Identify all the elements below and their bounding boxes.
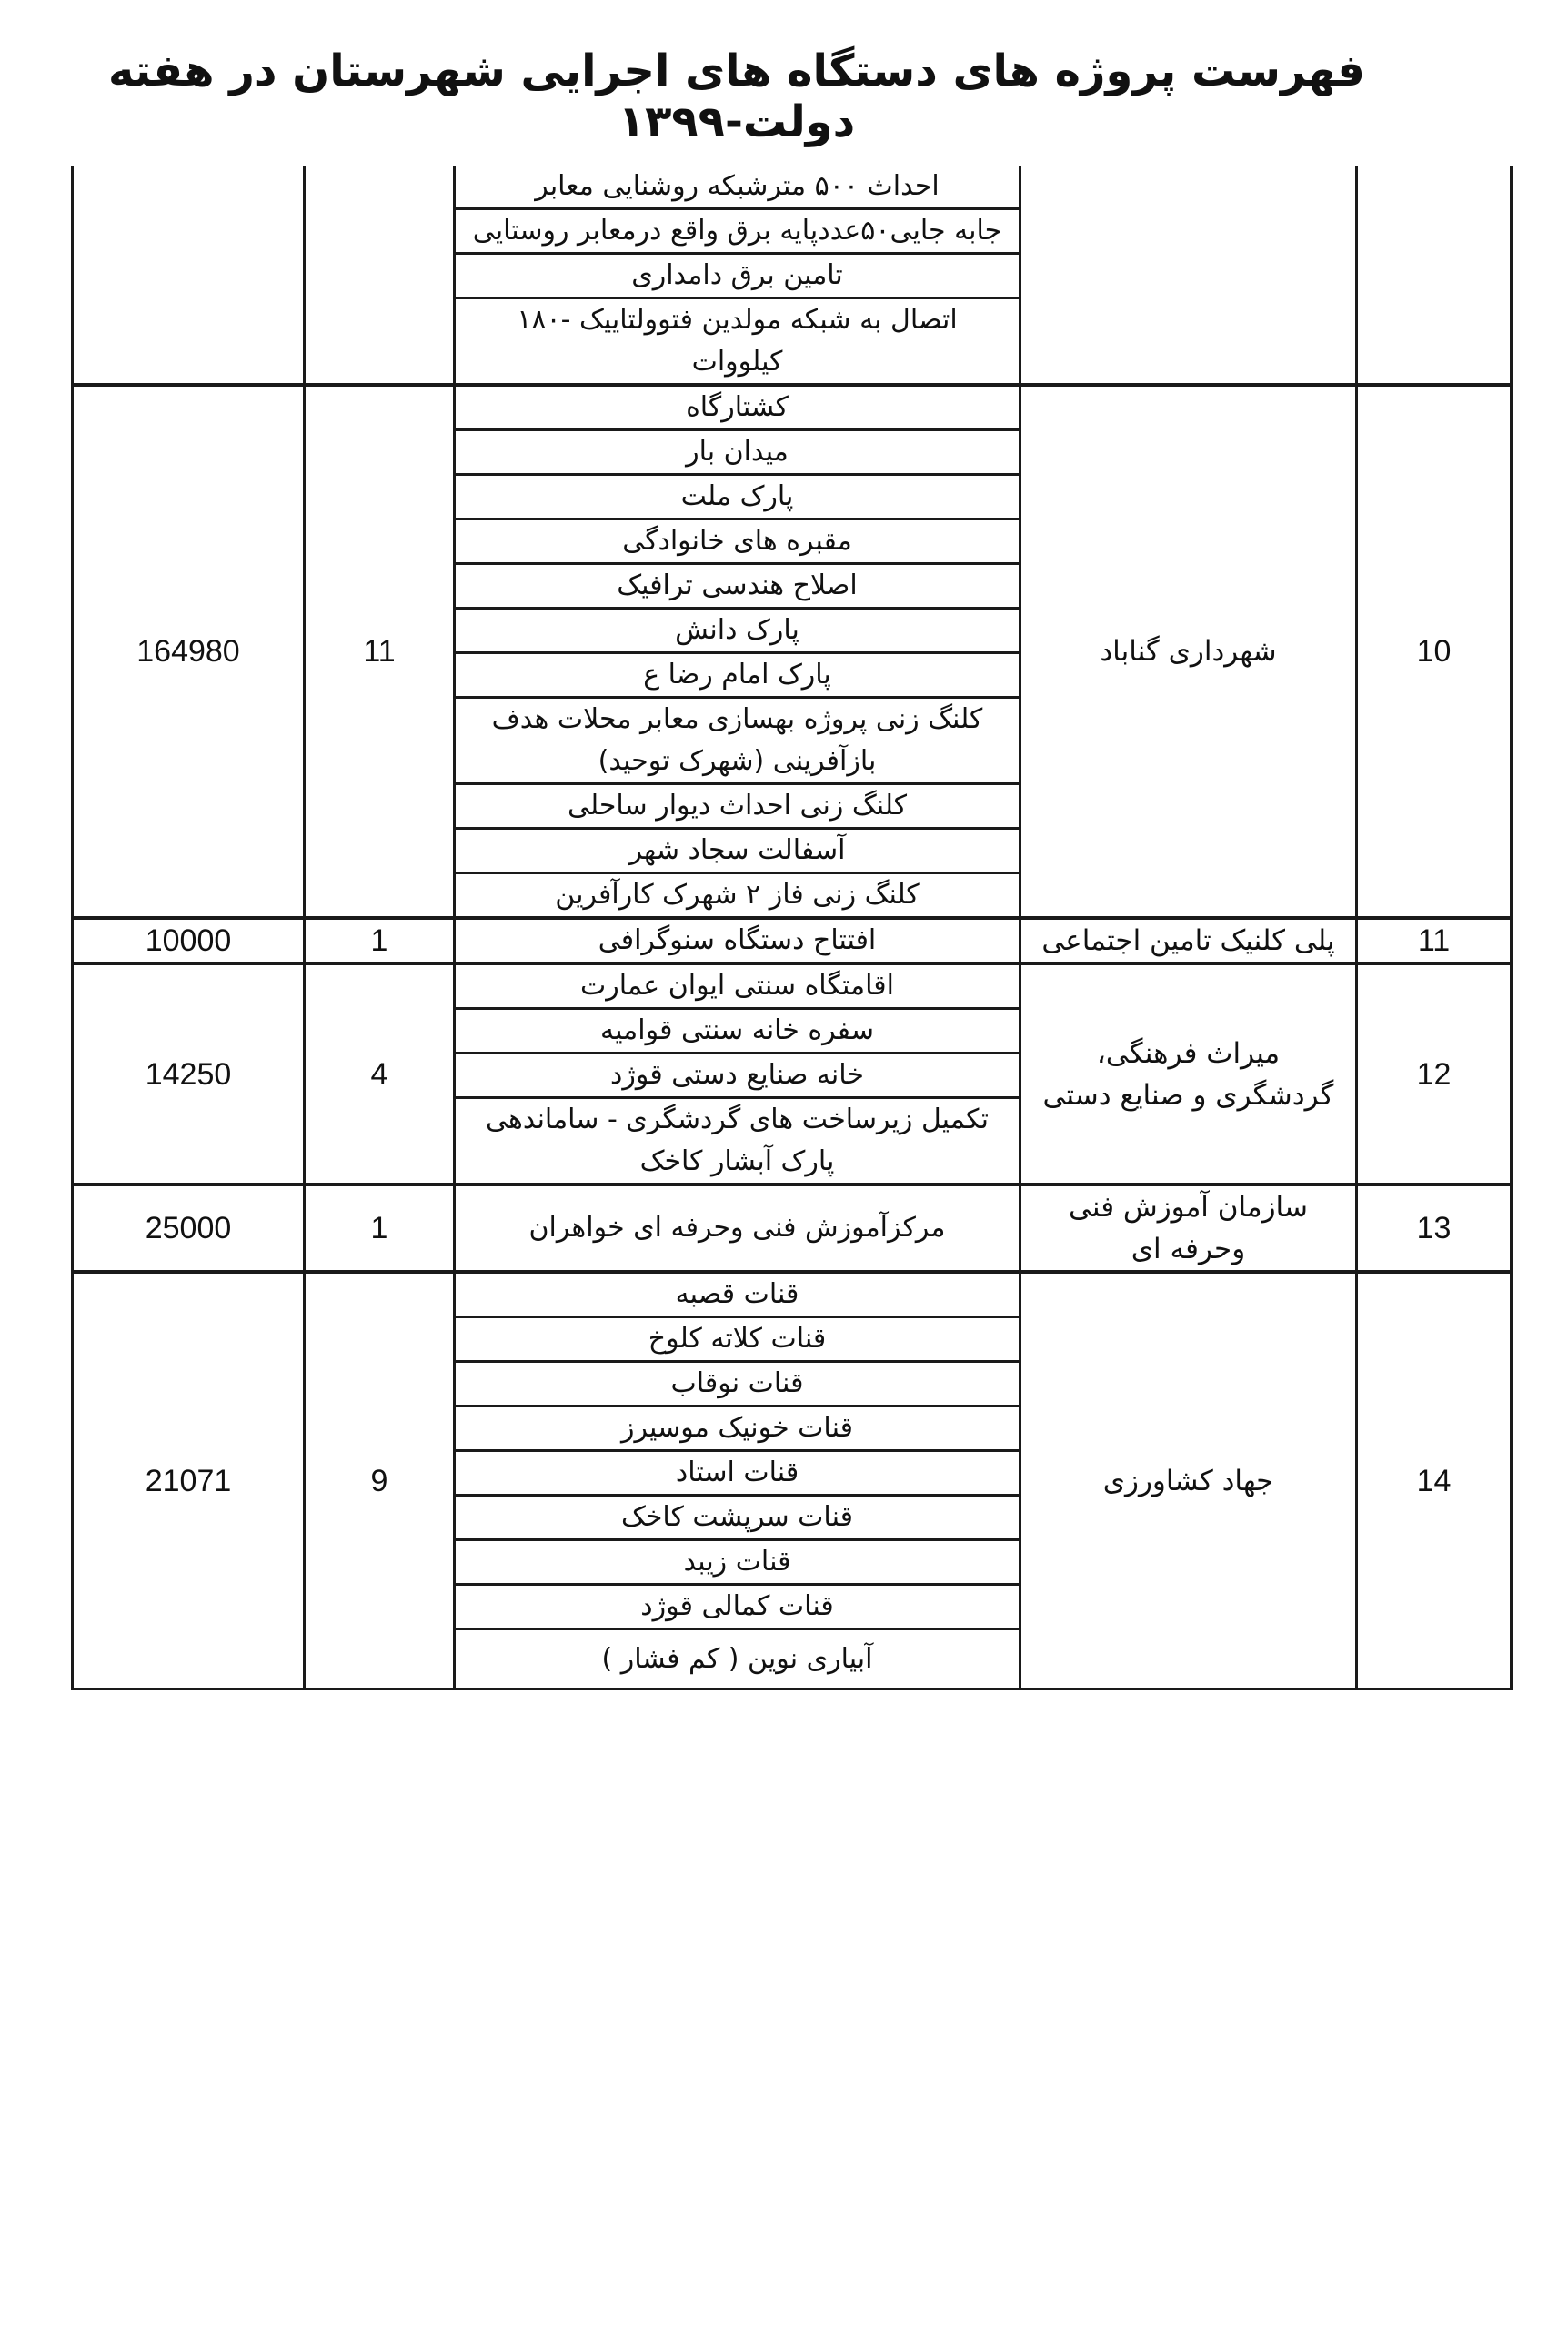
projects-table xyxy=(71,166,1513,1690)
table-row xyxy=(73,166,1512,209)
organization-cell: پلی کلنیک تامین اجتماعی xyxy=(1020,918,1357,963)
project-cell: پارک ملت xyxy=(455,475,1020,519)
table-row xyxy=(73,1272,1512,1317)
organization-cell: سازمان آموزش فنی وحرفه ای xyxy=(1020,1185,1357,1272)
project-cell: قنات کمالی قوژد xyxy=(455,1585,1020,1629)
project-cell: تکمیل زیرساخت های گردشگری - ساماندهی پارک آبشار کاخک xyxy=(455,1098,1020,1185)
credit-cell: 14250 xyxy=(73,963,305,1185)
organization-cell xyxy=(1020,166,1357,385)
credit-cell xyxy=(73,166,305,385)
project-cell: آبیاری نوین ( کم فشار ) xyxy=(455,1629,1020,1689)
project-cell: پارک دانش xyxy=(455,609,1020,653)
table-row xyxy=(73,963,1512,1009)
project-cell: احداث ۵۰۰ مترشبکه روشنایی معابر xyxy=(455,166,1020,209)
credit-cell: 21071 xyxy=(73,1272,305,1689)
project-cell: کشتارگاه xyxy=(455,385,1020,430)
row-number-cell: 11 xyxy=(1357,918,1512,963)
project-cell: قنات کلاته کلوخ xyxy=(455,1317,1020,1362)
project-cell: اقامتگاه سنتی ایوان عمارت xyxy=(455,963,1020,1009)
project-count-cell: 9 xyxy=(305,1272,455,1689)
project-cell: سفره خانه سنتی قوامیه xyxy=(455,1009,1020,1054)
project-cell: میدان بار xyxy=(455,430,1020,475)
project-cell: پارک امام رضا ع xyxy=(455,653,1020,698)
project-cell: مرکزآموزش فنی وحرفه ای خواهران xyxy=(455,1185,1020,1272)
project-cell: مقبره های خانوادگی xyxy=(455,519,1020,564)
project-cell: قنات نوقاب xyxy=(455,1362,1020,1406)
row-number-cell xyxy=(1357,166,1512,385)
project-cell: جابه جایی۵۰عددپایه برق واقع درمعابر روستایی xyxy=(455,209,1020,254)
organization-cell: شهرداری گناباد xyxy=(1020,385,1357,918)
project-count-cell: 1 xyxy=(305,1185,455,1272)
credit-cell: 164980 xyxy=(73,385,305,918)
project-cell: قنات زیبد xyxy=(455,1540,1020,1585)
table-row xyxy=(73,918,1512,963)
project-cell: قنات خونیک موسیرز xyxy=(455,1406,1020,1451)
project-cell: افتتاح دستگاه سنوگرافی xyxy=(455,918,1020,963)
row-number-cell: 12 xyxy=(1357,963,1512,1185)
project-count-cell: 1 xyxy=(305,918,455,963)
project-cell: تامین برق دامداری xyxy=(455,254,1020,298)
page-title: فهرست پروژه های دستگاه های اجرایی شهرستان در هفته دولت-۱۳۹۹ xyxy=(108,45,1365,147)
project-cell: اصلاح هندسی ترافیک xyxy=(455,564,1020,609)
row-number-cell: 10 xyxy=(1357,385,1512,918)
project-cell: خانه صنایع دستی قوژد xyxy=(455,1054,1020,1098)
project-cell: قنات قصبه xyxy=(455,1272,1020,1317)
project-cell: آسفالت سجاد شهر xyxy=(455,829,1020,873)
organization-cell: جهاد کشاورزی xyxy=(1020,1272,1357,1689)
credit-cell: 10000 xyxy=(73,918,305,963)
table-row xyxy=(73,1185,1512,1272)
organization-cell: میراث فرهنگی، گردشگری و صنایع دستی xyxy=(1020,963,1357,1185)
project-count-cell: 4 xyxy=(305,963,455,1185)
credit-cell: 25000 xyxy=(73,1185,305,1272)
project-cell: کلنگ زنی احداث دیوار ساحلی xyxy=(455,784,1020,829)
project-count-cell: 11 xyxy=(305,385,455,918)
project-cell: اتصال به شبکه مولدین فتوولتاییک -۱۸۰ کیلووات xyxy=(455,298,1020,386)
row-number-cell: 14 xyxy=(1357,1272,1512,1689)
project-count-cell xyxy=(305,166,455,385)
table-row xyxy=(73,385,1512,430)
project-cell: کلنگ زنی فاز ۲ شهرک کارآفرین xyxy=(455,873,1020,919)
project-cell: قنات استاد xyxy=(455,1451,1020,1496)
project-cell: قنات سرپشت کاخک xyxy=(455,1496,1020,1540)
row-number-cell: 13 xyxy=(1357,1185,1512,1272)
project-cell: کلنگ زنی پروژه بهسازی معابر محلات هدف بازآفرینی (شهرک توحید) xyxy=(455,698,1020,784)
